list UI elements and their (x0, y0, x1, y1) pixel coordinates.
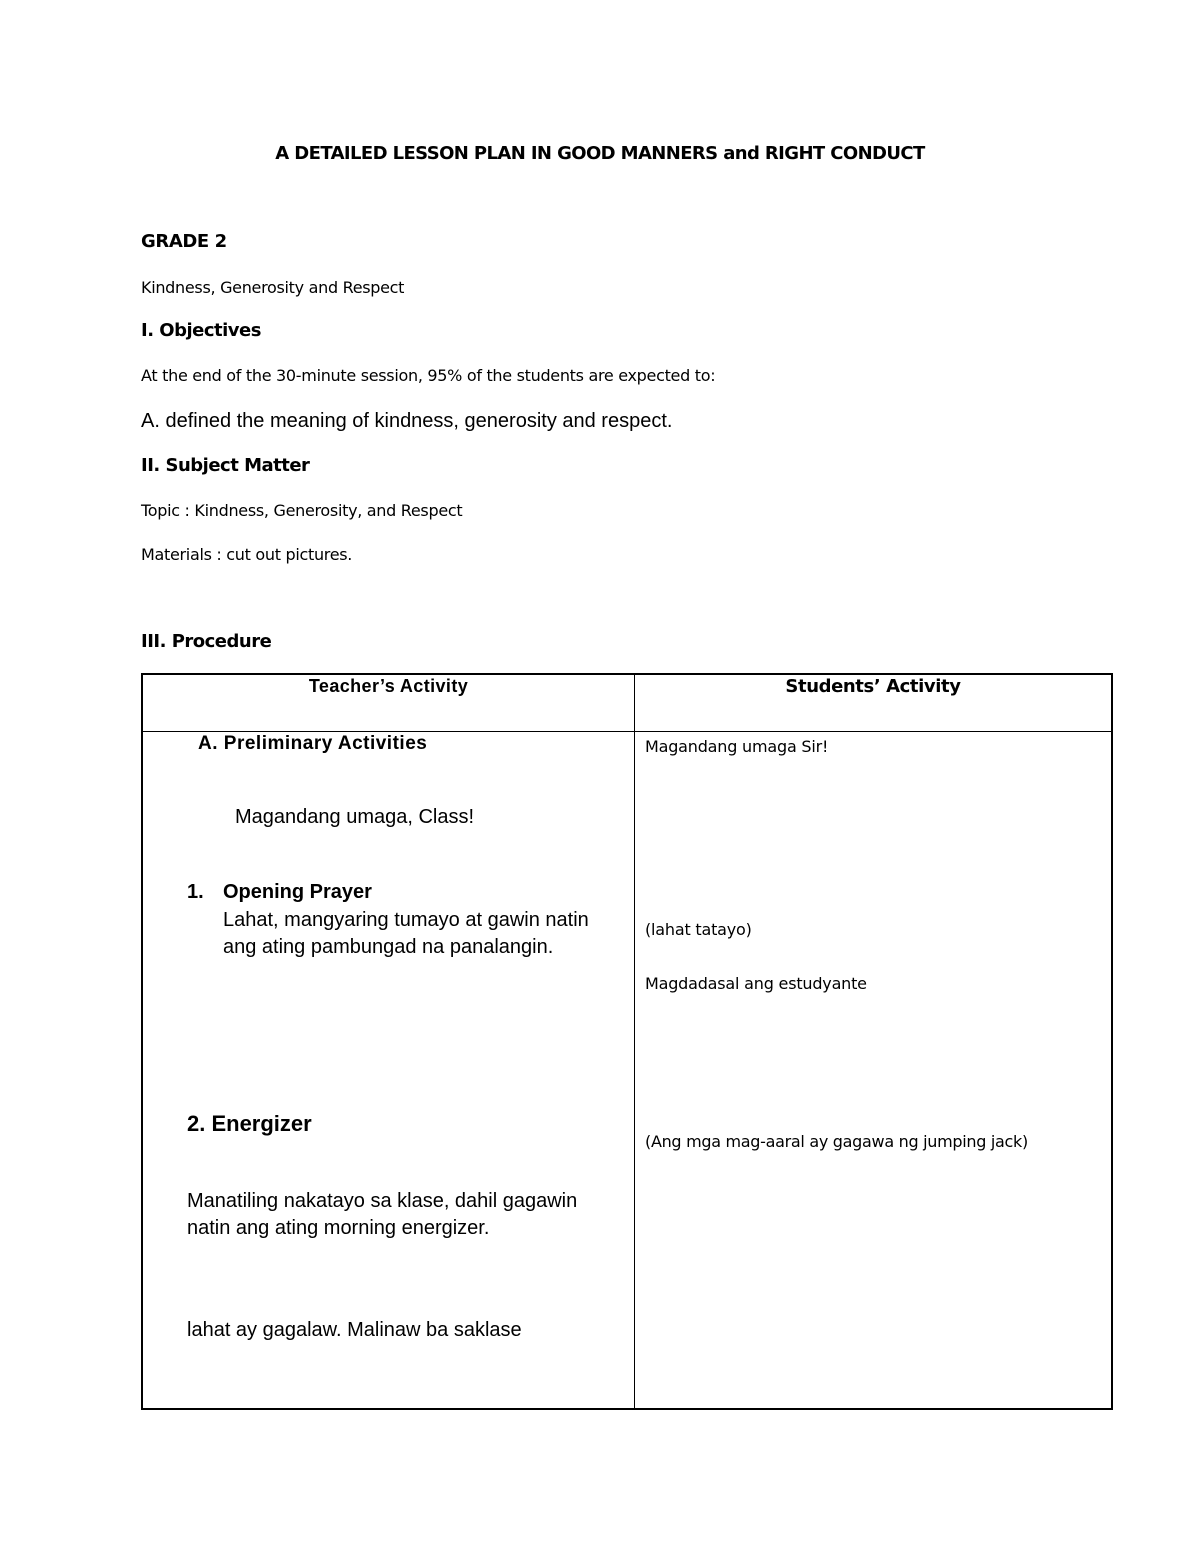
student-greeting-response: Magandang umaga Sir! (645, 737, 829, 756)
objectives-intro: At the end of the 30-minute session, 95% of the students are expected to: (141, 366, 716, 385)
table-header-divider (141, 731, 1113, 732)
prayer-list-number: 1. (187, 881, 204, 903)
materials-line: Materials : cut out pictures. (141, 545, 353, 564)
student-energizer-response: (Ang mga mag-aaral ay gagawa ng jumping jack) (645, 1132, 1028, 1151)
energizer-heading: 2. Energizer (187, 1111, 312, 1136)
table-border-top (141, 673, 1113, 675)
objectives-heading: I. Objectives (141, 320, 261, 341)
preliminary-activities-heading: A. Preliminary Activities (198, 733, 428, 754)
opening-prayer-text: Lahat, mangyaring tumayo at gawin natin ang ating pambungad na panalangin. (223, 909, 589, 958)
table-column-divider (634, 673, 635, 1410)
energizer-text: Manatiling nakatayo sa klase, dahil gagawin natin ang ating morning energizer. (187, 1190, 578, 1239)
student-stand-response: (lahat tatayo) (645, 920, 752, 939)
subject-matter-heading: II. Subject Matter (141, 455, 310, 476)
student-pray-response: Magdadasal ang estudyante (645, 974, 867, 993)
teacher-activity-header: Teacher’s Activity (308, 676, 469, 696)
table-border-left (141, 673, 143, 1410)
document-title: A DETAILED LESSON PLAN IN GOOD MANNERS and RIGHT CONDUCT (275, 143, 925, 164)
students-activity-header: Students’ Activity (785, 676, 961, 697)
topic-line: Topic : Kindness, Generosity, and Respect (141, 501, 463, 520)
procedure-heading: III. Procedure (141, 631, 272, 652)
grade-label: GRADE 2 (141, 231, 227, 252)
objective-item: A. defined the meaning of kindness, generosity and respect. (141, 410, 673, 432)
teacher-greeting: Magandang umaga, Class! (235, 806, 475, 828)
table-border-right (1111, 673, 1113, 1410)
subject-line: Kindness, Generosity and Respect (141, 278, 405, 297)
table-border-bottom (141, 1408, 1113, 1410)
closing-text: lahat ay gagalaw. Malinaw ba saklase (187, 1319, 522, 1341)
opening-prayer-title: Opening Prayer (223, 881, 372, 903)
